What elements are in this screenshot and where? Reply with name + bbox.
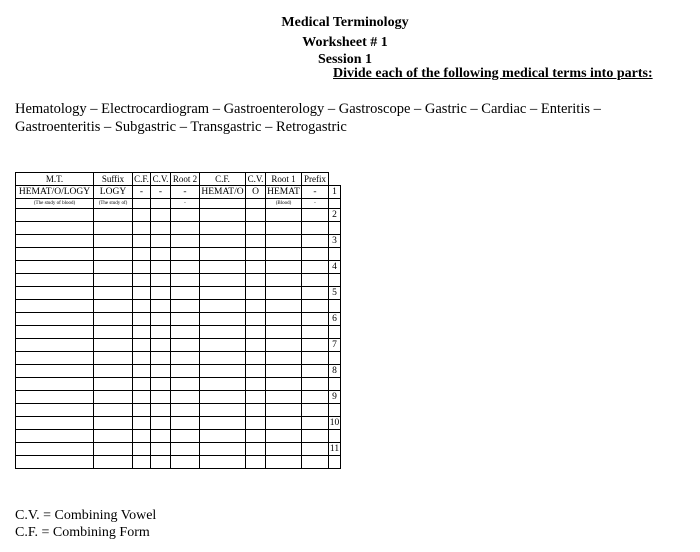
answer-cell: [266, 365, 302, 378]
row-number: 2: [329, 209, 341, 222]
answer-cell: [246, 391, 266, 404]
answer-cell: [171, 313, 200, 326]
answer-cell: [171, 300, 200, 313]
answer-cell: [200, 261, 246, 274]
worksheet-title: Medical Terminology: [281, 15, 409, 30]
answer-cell: [246, 352, 266, 365]
answer-cell: [200, 326, 246, 339]
answer-cell: [133, 235, 151, 248]
note-cf-2: [133, 199, 151, 209]
answer-cell: [94, 456, 133, 469]
answer-cell: [171, 209, 200, 222]
answer-cell: [200, 300, 246, 313]
answer-cell: [16, 209, 94, 222]
answer-cell: [16, 378, 94, 391]
answer-cell: [94, 326, 133, 339]
answer-cell: [266, 300, 302, 313]
table-row: [16, 352, 341, 365]
answer-cell: [94, 417, 133, 430]
example-mt: HEMAT/O/LOGY: [16, 186, 94, 199]
header-root-2: Root 2: [171, 173, 200, 186]
table-row: [16, 300, 341, 313]
row-number: 11: [329, 444, 340, 454]
row-number-cell: [329, 248, 341, 261]
answer-cell: [151, 261, 171, 274]
answer-cell: [94, 300, 133, 313]
example-row: [16, 186, 341, 199]
answer-cell: [246, 456, 266, 469]
answer-cell: [246, 248, 266, 261]
answer-cell: [171, 248, 200, 261]
answer-cell: [266, 222, 302, 235]
answer-cell: [302, 222, 329, 235]
answer-cell: [133, 287, 151, 300]
answer-cell: [246, 339, 266, 352]
answer-cell: [266, 378, 302, 391]
note-root-1: (Blood): [266, 199, 302, 209]
answer-cell: [302, 300, 329, 313]
row-number-cell: [329, 430, 341, 443]
table-row: [16, 339, 341, 352]
answer-cell: [266, 248, 302, 261]
answer-cell: [200, 339, 246, 352]
answer-cell: [200, 274, 246, 287]
answer-cell: [246, 313, 266, 326]
answer-cell: [133, 326, 151, 339]
table-row: [16, 235, 341, 248]
answer-cell: [171, 326, 200, 339]
header-suffix: Suffix: [94, 173, 133, 186]
answer-cell: [133, 261, 151, 274]
answer-cell: [246, 378, 266, 391]
answer-cell: [133, 339, 151, 352]
answer-cell: [133, 430, 151, 443]
example-notes-row: [16, 199, 341, 209]
answer-cell: [151, 391, 171, 404]
answer-cell: [200, 235, 246, 248]
answer-cell: [246, 300, 266, 313]
answer-cell: [16, 352, 94, 365]
answer-cell: [16, 248, 94, 261]
answer-cell: [151, 443, 171, 456]
row-number: 3: [329, 235, 341, 248]
answer-cell: [171, 261, 200, 274]
table-row: [16, 248, 341, 261]
answer-cell: [200, 456, 246, 469]
table-row: [16, 430, 341, 443]
answer-cell: [266, 209, 302, 222]
example-prefix: -: [302, 186, 329, 199]
answer-cell: [133, 248, 151, 261]
answer-cell: [266, 235, 302, 248]
answer-cell: [200, 313, 246, 326]
answer-cell: [133, 313, 151, 326]
row-number: 7: [329, 339, 341, 352]
answer-cell: [16, 261, 94, 274]
row-number-cell: [329, 300, 341, 313]
answer-cell: [151, 300, 171, 313]
row-number-cell: [329, 326, 341, 339]
answer-cell: [302, 404, 329, 417]
example-cv-1: O: [246, 186, 266, 199]
table-row: [16, 287, 341, 300]
note-cv-2: [151, 199, 171, 209]
table-row: [16, 222, 341, 235]
answer-cell: [133, 209, 151, 222]
example-cf-1: HEMAT/O: [201, 187, 244, 197]
answer-cell: [302, 456, 329, 469]
answer-cell: [200, 352, 246, 365]
answer-cell: [302, 313, 329, 326]
answer-cell: [94, 235, 133, 248]
answer-cell: [151, 365, 171, 378]
answer-cell: [246, 235, 266, 248]
worksheet-table: [15, 172, 341, 469]
answer-cell: [200, 365, 246, 378]
answer-cell: [133, 378, 151, 391]
answer-cell: [246, 261, 266, 274]
answer-cell: [302, 287, 329, 300]
answer-cell: [16, 417, 94, 430]
answer-cell: [16, 430, 94, 443]
answer-cell: [151, 326, 171, 339]
answer-cell: [16, 235, 94, 248]
note-mt: (The study of blood): [16, 199, 94, 209]
answer-cell: [302, 339, 329, 352]
answer-cell: [266, 456, 302, 469]
table-row: [16, 365, 341, 378]
answer-cell: [151, 209, 171, 222]
table-row: [16, 209, 341, 222]
answer-cell: [266, 404, 302, 417]
note-number: [329, 199, 341, 209]
answer-cell: [16, 365, 94, 378]
answer-cell: [151, 287, 171, 300]
answer-cell: [266, 430, 302, 443]
table-row: [16, 391, 341, 404]
answer-cell: [16, 456, 94, 469]
row-number-cell: [329, 274, 341, 287]
answer-cell: [94, 222, 133, 235]
answer-cell: [200, 391, 246, 404]
example-root-1: HEMAT: [267, 187, 300, 197]
answer-cell: [171, 391, 200, 404]
answer-cell: [151, 404, 171, 417]
answer-cell: [171, 378, 200, 391]
answer-cell: [246, 417, 266, 430]
row-number-cell: [329, 456, 341, 469]
table-row: [16, 456, 341, 469]
answer-cell: [302, 235, 329, 248]
table-row: [16, 326, 341, 339]
answer-cell: [200, 404, 246, 417]
answer-cell: [246, 404, 266, 417]
answer-cell: [302, 261, 329, 274]
answer-cell: [94, 339, 133, 352]
note-root-2: -: [171, 199, 200, 209]
table-header-row: [16, 173, 341, 186]
answer-cell: [16, 313, 94, 326]
note-cf-1: [200, 199, 246, 209]
answer-cell: [171, 352, 200, 365]
answer-cell: [151, 339, 171, 352]
answer-cell: [16, 339, 94, 352]
answer-cell: [302, 248, 329, 261]
terms-line-1: Hematology – Electrocardiogram – Gastroenterology – Gastroscope – Gastric – Cardiac – Enteritis –: [15, 101, 601, 117]
answer-cell: [133, 365, 151, 378]
answer-cell: [16, 404, 94, 417]
answer-cell: [246, 274, 266, 287]
answer-cell: [266, 313, 302, 326]
answer-cell: [16, 274, 94, 287]
answer-cell: [94, 443, 133, 456]
answer-cell: [151, 352, 171, 365]
answer-cell: [151, 430, 171, 443]
answer-cell: [16, 443, 94, 456]
answer-cell: [133, 417, 151, 430]
example-root-2: -: [171, 186, 200, 199]
answer-cell: [302, 365, 329, 378]
answer-cell: [266, 274, 302, 287]
answer-cell: [200, 248, 246, 261]
answer-cell: [171, 222, 200, 235]
answer-cell: [200, 417, 246, 430]
answer-cell: [200, 430, 246, 443]
answer-cell: [266, 339, 302, 352]
answer-cell: [171, 274, 200, 287]
answer-cell: [151, 313, 171, 326]
answer-cell: [94, 365, 133, 378]
answer-cell: [151, 417, 171, 430]
answer-cell: [133, 456, 151, 469]
answer-cell: [200, 287, 246, 300]
header-prefix: Prefix: [302, 173, 329, 186]
answer-cell: [133, 300, 151, 313]
row-number: 1: [329, 186, 341, 199]
note-cv-1: [246, 199, 266, 209]
table-row: [16, 313, 341, 326]
answer-cell: [94, 378, 133, 391]
answer-cell: [302, 378, 329, 391]
answer-cell: [246, 443, 266, 456]
answer-cell: [94, 391, 133, 404]
answer-cell: [246, 222, 266, 235]
row-number: 4: [329, 261, 341, 274]
answer-cell: [94, 274, 133, 287]
answer-cell: [151, 222, 171, 235]
answer-cell: [171, 456, 200, 469]
answer-cell: [302, 391, 329, 404]
answer-cell: [302, 274, 329, 287]
session-label: Session 1: [317, 52, 373, 67]
answer-cell: [266, 287, 302, 300]
answer-cell: [200, 209, 246, 222]
answer-cell: [246, 326, 266, 339]
answer-cell: [266, 261, 302, 274]
answer-cell: [302, 326, 329, 339]
answer-cell: [200, 443, 246, 456]
answer-cell: [94, 209, 133, 222]
answer-cell: [94, 430, 133, 443]
answer-cell: [171, 443, 200, 456]
answer-cell: [302, 417, 329, 430]
answer-cell: [200, 222, 246, 235]
header-cv-2: C.V.: [151, 173, 171, 186]
answer-cell: [302, 443, 329, 456]
answer-cell: [151, 274, 171, 287]
answer-cell: [266, 417, 302, 430]
table-row: [16, 261, 341, 274]
answer-cell: [151, 456, 171, 469]
answer-cell: [133, 222, 151, 235]
answer-cell: [302, 430, 329, 443]
answer-cell: [266, 391, 302, 404]
row-number: 5: [329, 287, 341, 300]
answer-cell: [266, 352, 302, 365]
answer-cell: [171, 404, 200, 417]
answer-cell: [246, 430, 266, 443]
answer-cell: [133, 352, 151, 365]
row-number: 10: [329, 418, 340, 428]
legend-cv: C.V. = Combining Vowel: [15, 508, 157, 523]
answer-cell: [133, 391, 151, 404]
note-prefix: -: [302, 199, 329, 209]
answer-cell: [94, 248, 133, 261]
row-number: 9: [329, 391, 341, 404]
instruction-text: Divide each of the following medical terms into parts:: [333, 66, 653, 81]
answer-cell: [266, 326, 302, 339]
answer-cell: [151, 378, 171, 391]
header-root-1: Root 1: [266, 173, 302, 186]
header-mt: M.T.: [16, 173, 94, 186]
note-suffix: (The study of): [94, 199, 133, 209]
answer-cell: [246, 287, 266, 300]
answer-cell: [266, 443, 302, 456]
header-cf-2: C.F.: [134, 174, 149, 184]
answer-cell: [16, 287, 94, 300]
answer-cell: [171, 417, 200, 430]
table-row: [16, 417, 341, 430]
row-number: 8: [329, 365, 341, 378]
answer-cell: [151, 235, 171, 248]
answer-cell: [246, 209, 266, 222]
table-row: [16, 378, 341, 391]
answer-cell: [16, 300, 94, 313]
answer-cell: [16, 222, 94, 235]
table-row: [16, 443, 341, 456]
answer-cell: [133, 443, 151, 456]
answer-cell: [94, 287, 133, 300]
answer-cell: [171, 365, 200, 378]
answer-cell: [133, 404, 151, 417]
answer-cell: [94, 313, 133, 326]
example-cf-2: -: [133, 186, 151, 199]
answer-cell: [94, 261, 133, 274]
answer-cell: [16, 391, 94, 404]
answer-cell: [302, 209, 329, 222]
answer-cell: [246, 365, 266, 378]
example-suffix: LOGY: [94, 186, 133, 199]
answer-cell: [200, 378, 246, 391]
answer-cell: [16, 326, 94, 339]
legend-cf: C.F. = Combining Form: [15, 525, 150, 540]
row-number-cell: [329, 352, 341, 365]
answer-cell: [133, 274, 151, 287]
table-row: [16, 404, 341, 417]
answer-cell: [94, 404, 133, 417]
table-row: [16, 274, 341, 287]
answer-cell: [151, 248, 171, 261]
row-number-cell: [329, 378, 341, 391]
row-number: 6: [329, 313, 341, 326]
answer-cell: [171, 287, 200, 300]
worksheet-number: Worksheet # 1: [302, 35, 388, 50]
row-number-cell: [329, 222, 341, 235]
header-cf-1: C.F.: [200, 173, 246, 186]
row-number-cell: [329, 404, 341, 417]
answer-cell: [171, 339, 200, 352]
answer-cell: [302, 352, 329, 365]
terms-line-2: Gastroenteritis – Subgastric – Transgastric – Retrogastric: [15, 119, 347, 135]
answer-cell: [171, 235, 200, 248]
answer-cell: [94, 352, 133, 365]
example-cv-2: -: [151, 186, 171, 199]
header-cv-1: C.V.: [246, 173, 266, 186]
answer-cell: [171, 430, 200, 443]
